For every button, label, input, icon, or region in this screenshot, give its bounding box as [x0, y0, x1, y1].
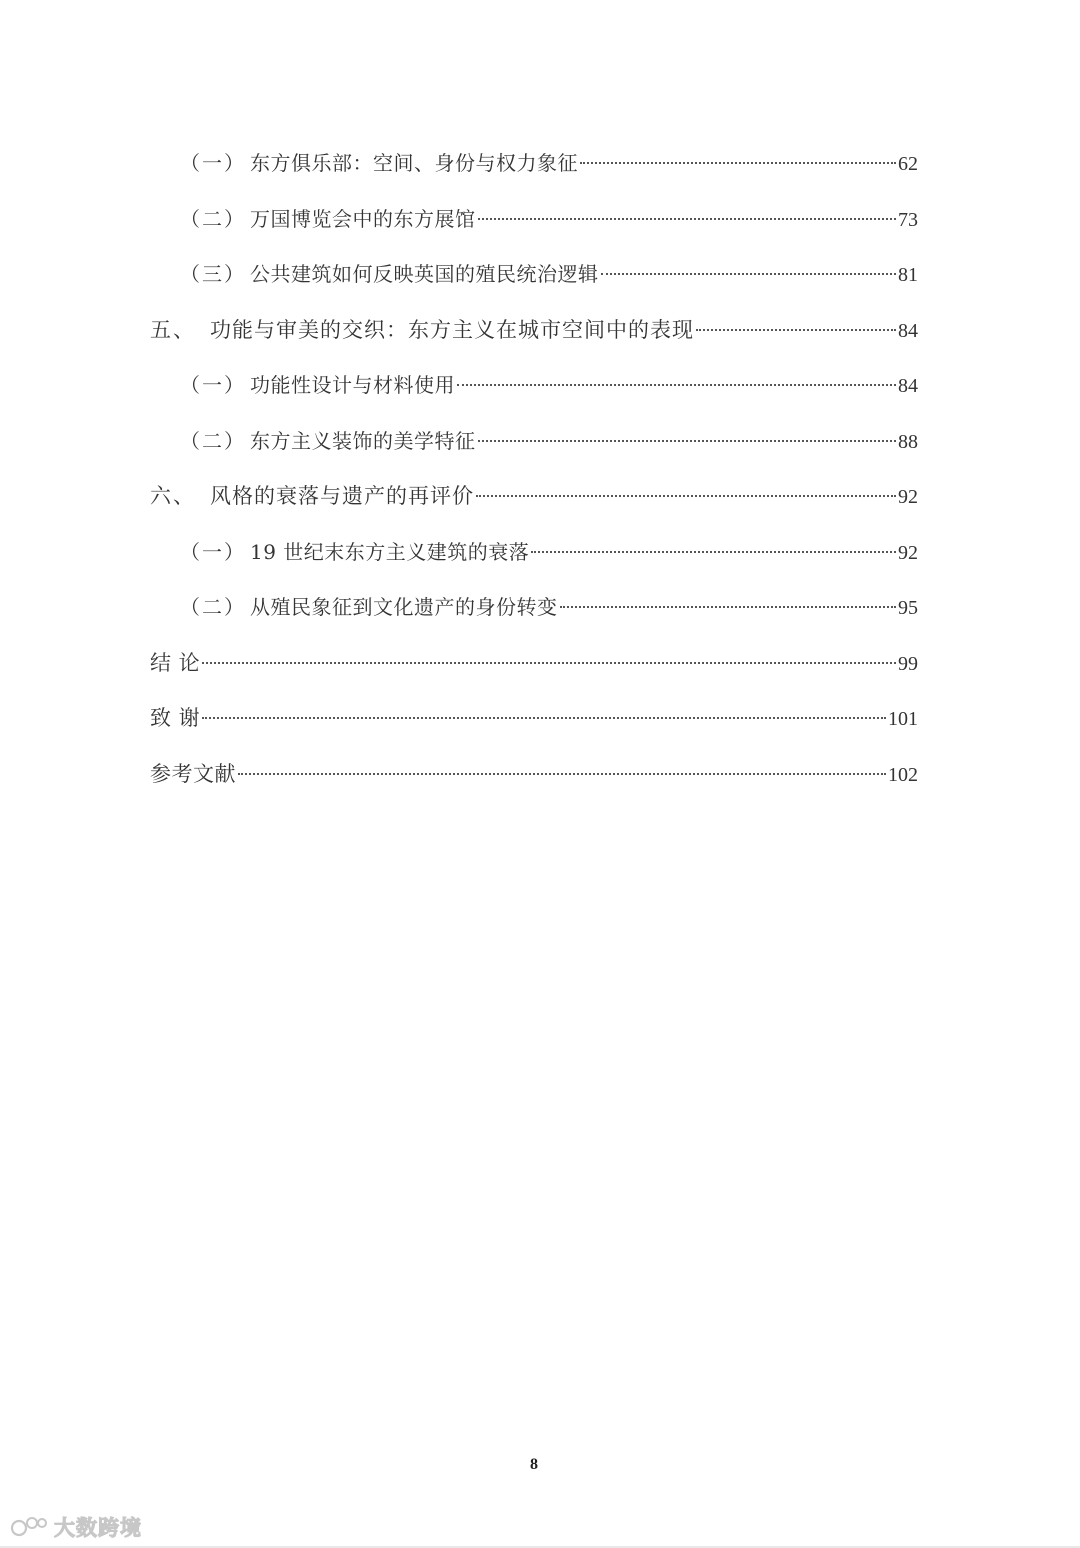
toc-entry-title: 功能与审美的交织：东方主义在城市空间中的表现	[210, 317, 694, 342]
toc-entry-number: （二）	[180, 595, 246, 619]
toc-entry[interactable]	[150, 136, 918, 192]
toc-leader-dots	[238, 773, 886, 775]
watermark-text: 大数跨境	[54, 1516, 142, 1540]
toc-entry-title: 19 世纪末东方主义建筑的衰落	[250, 539, 530, 564]
toc-entry-title: 致 谢	[150, 706, 201, 730]
toc-entry-title: 参考文献	[150, 761, 236, 786]
toc-entry-number: （二）	[180, 206, 246, 231]
toc-entry[interactable]	[150, 414, 918, 470]
toc-leader-dots	[560, 606, 897, 608]
watermark	[10, 1512, 142, 1542]
toc-leader-dots	[457, 384, 896, 386]
toc-entry-number: （二）	[180, 428, 246, 453]
toc-entry-title: 功能性设计与材料使用	[250, 373, 455, 397]
toc-leader-dots	[476, 495, 896, 497]
toc-entry-number: （三）	[180, 262, 246, 286]
toc-entry-page: 88	[898, 430, 918, 453]
toc-entry-number: 五、	[150, 317, 196, 342]
toc-leader-dots	[601, 273, 897, 275]
toc-entry-page: 92	[898, 486, 918, 508]
toc-entry-page: 99	[898, 652, 918, 675]
brand-logo-icon	[10, 1515, 48, 1539]
toc-entry[interactable]	[150, 580, 918, 636]
toc-entry-title: 风格的衰落与遗产的再评价	[210, 484, 474, 508]
toc-entry[interactable]	[150, 636, 918, 692]
toc-leader-dots	[531, 551, 896, 553]
toc-entry-number: （一）	[180, 151, 246, 175]
toc-leader-dots	[478, 440, 897, 442]
toc-leader-dots	[696, 329, 896, 331]
toc-entry-page: 62	[898, 153, 918, 175]
toc-entry-page: 81	[898, 264, 918, 286]
page-number: 8	[530, 1456, 538, 1473]
toc-entry[interactable]	[150, 358, 918, 414]
toc-entry[interactable]	[150, 525, 918, 581]
toc-entry-title: 东方主义装饰的美学特征	[250, 428, 476, 453]
toc-entry-page: 84	[898, 319, 918, 342]
toc-leader-dots	[580, 162, 896, 164]
toc-entry-title: 公共建筑如何反映英国的殖民统治逻辑	[250, 262, 599, 286]
toc-entry-page: 73	[898, 208, 918, 231]
toc-entry-page: 102	[888, 763, 918, 786]
toc-leader-dots	[478, 218, 897, 220]
table-of-contents	[150, 136, 918, 802]
toc-entry[interactable]	[150, 691, 918, 747]
toc-entry[interactable]	[150, 303, 918, 359]
toc-entry[interactable]	[150, 247, 918, 303]
toc-entry-page: 95	[898, 597, 918, 619]
toc-entry[interactable]	[150, 192, 918, 248]
toc-entry-number: 六、	[150, 484, 196, 508]
toc-entry-page: 101	[888, 708, 918, 730]
toc-leader-dots	[202, 662, 896, 664]
toc-entry[interactable]	[150, 747, 918, 803]
toc-entry-number: （一）	[180, 373, 246, 397]
toc-entry-title: 结 论	[150, 650, 201, 675]
toc-entry[interactable]	[150, 469, 918, 525]
toc-entry-title: 东方俱乐部：空间、身份与权力象征	[250, 151, 578, 175]
toc-entry-page: 92	[898, 541, 918, 564]
toc-entry-title: 从殖民象征到文化遗产的身份转变	[250, 595, 558, 619]
toc-entry-page: 84	[898, 375, 918, 397]
toc-entry-number: （一）	[180, 539, 246, 564]
toc-leader-dots	[202, 717, 886, 719]
toc-entry-title: 万国博览会中的东方展馆	[250, 206, 476, 231]
